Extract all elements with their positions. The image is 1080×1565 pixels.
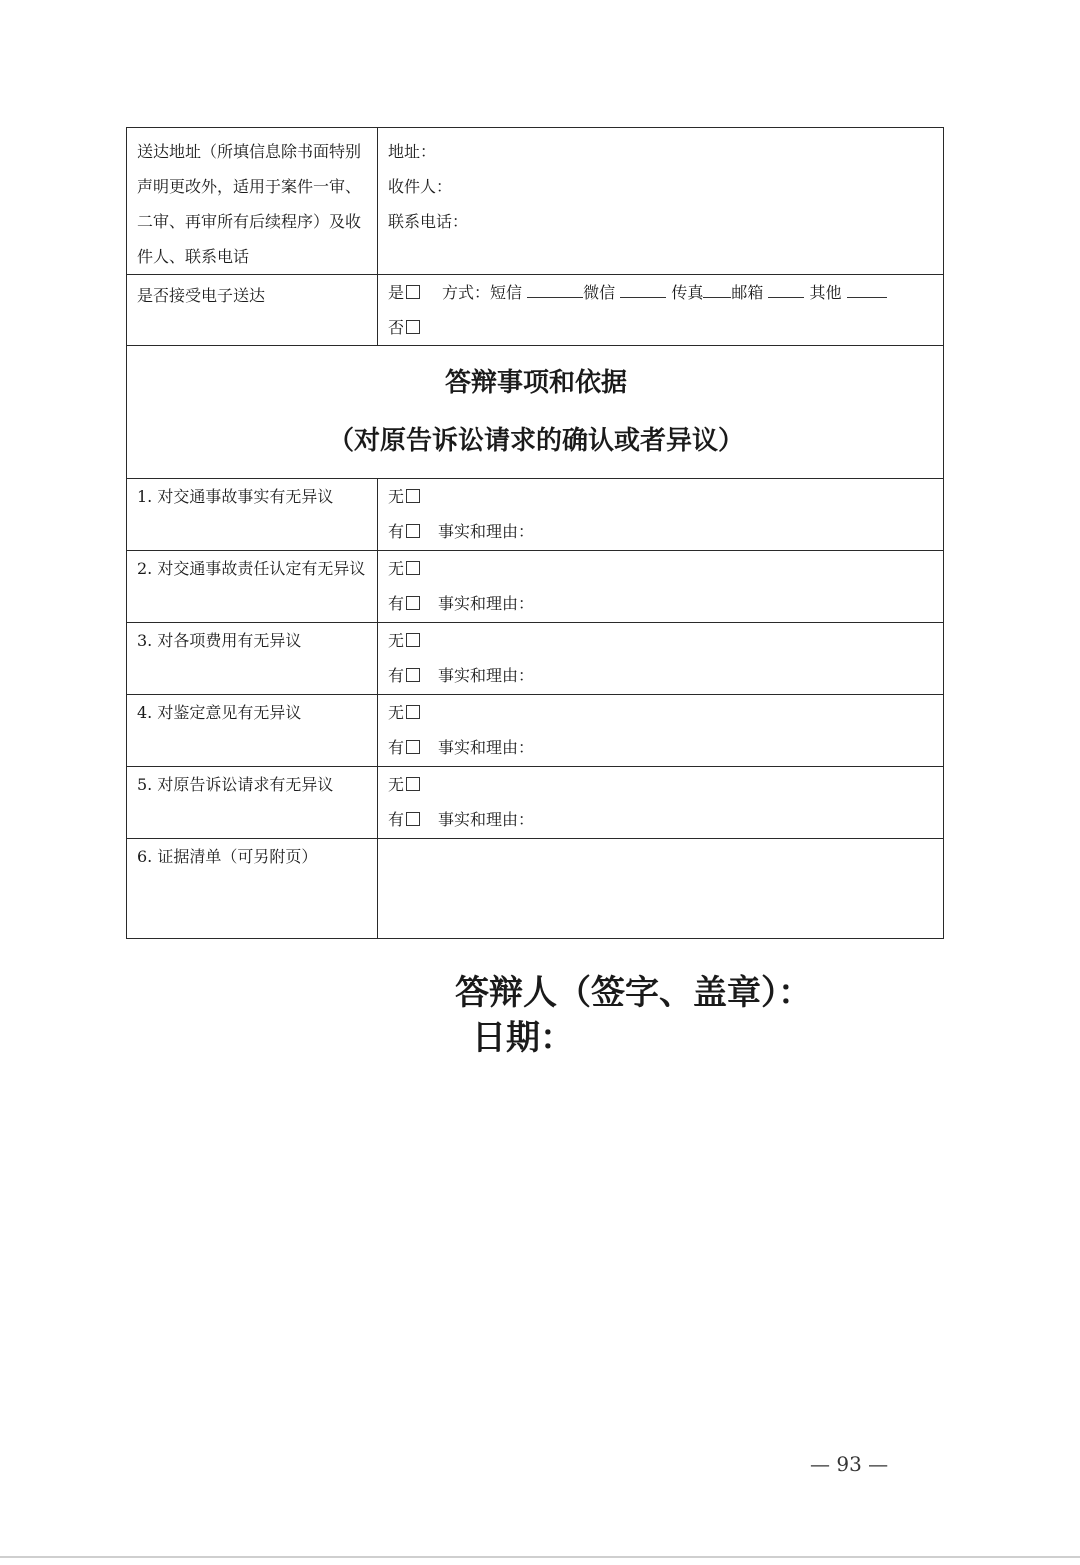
has-objection-line bbox=[388, 586, 935, 621]
defense-form-table bbox=[126, 127, 944, 939]
checkbox-icon[interactable] bbox=[406, 524, 420, 538]
item-label: 1. 对交通事故事实有无异议 bbox=[137, 487, 334, 506]
date-label: 日期： bbox=[472, 1018, 574, 1058]
checkbox-icon[interactable] bbox=[406, 740, 420, 754]
item-label: 4. 对鉴定意见有无异议 bbox=[137, 703, 302, 722]
item-field-cell bbox=[378, 767, 944, 839]
other-blank[interactable] bbox=[847, 283, 887, 298]
electronic-service-label-cell bbox=[127, 275, 378, 346]
service-address-field-cell[interactable] bbox=[378, 128, 944, 275]
section-title: 答辩事项和依据 bbox=[444, 368, 627, 398]
checkbox-icon[interactable] bbox=[406, 705, 420, 719]
fax-label: 传真 bbox=[671, 283, 704, 302]
item-label-cell bbox=[127, 695, 378, 767]
item-row-4 bbox=[127, 695, 944, 767]
no-objection-label: 无 bbox=[388, 487, 405, 506]
item-label: 2. 对交通事故责任认定有无异议 bbox=[137, 559, 366, 578]
reason-label: 事实和理由： bbox=[438, 810, 535, 829]
has-objection-line bbox=[388, 802, 935, 837]
no-objection-label: 无 bbox=[388, 559, 405, 578]
evidence-label-cell bbox=[127, 839, 378, 939]
electronic-service-yes-line bbox=[388, 275, 935, 310]
sms-blank[interactable] bbox=[527, 283, 583, 298]
no-label: 否 bbox=[388, 318, 405, 337]
electronic-service-row bbox=[127, 275, 944, 346]
item-label-cell bbox=[127, 479, 378, 551]
no-objection-line bbox=[388, 695, 935, 730]
no-objection-line bbox=[388, 767, 935, 802]
electronic-service-no-line bbox=[388, 310, 935, 345]
page-bottom-divider bbox=[0, 1556, 1080, 1558]
phone-label: 联系电话： bbox=[388, 212, 469, 231]
item-label: 3. 对各项费用有无异议 bbox=[137, 631, 302, 650]
recipient-label: 收件人： bbox=[388, 177, 453, 196]
item-field-cell bbox=[378, 623, 944, 695]
item-label: 5. 对原告诉讼请求有无异议 bbox=[137, 775, 334, 794]
email-blank[interactable] bbox=[768, 283, 804, 298]
fax-blank[interactable] bbox=[703, 283, 731, 298]
wechat-blank[interactable] bbox=[620, 283, 666, 298]
no-objection-line bbox=[388, 623, 935, 658]
item-label-cell bbox=[127, 551, 378, 623]
checkbox-icon[interactable] bbox=[406, 561, 420, 575]
electronic-service-field-cell bbox=[378, 275, 944, 346]
item-field-cell bbox=[378, 551, 944, 623]
checkbox-icon[interactable] bbox=[406, 320, 420, 334]
electronic-service-label: 是否接受电子送达 bbox=[137, 286, 266, 305]
evidence-row bbox=[127, 839, 944, 939]
no-objection-label: 无 bbox=[388, 631, 405, 650]
item-row-1 bbox=[127, 479, 944, 551]
item-label-cell bbox=[127, 623, 378, 695]
address-label: 地址： bbox=[388, 142, 437, 161]
item-row-2 bbox=[127, 551, 944, 623]
item-field-cell bbox=[378, 479, 944, 551]
no-objection-line bbox=[388, 479, 935, 514]
section-heading-cell bbox=[127, 346, 944, 479]
method-sms-label: 方式：短信 bbox=[442, 283, 523, 302]
reason-label: 事实和理由： bbox=[438, 594, 535, 613]
respondent-signature-label: 答辩人（签字、盖章）： bbox=[455, 973, 812, 1013]
has-objection-label: 有 bbox=[388, 594, 405, 613]
item-label-cell bbox=[127, 767, 378, 839]
page-number: — 93 — bbox=[810, 1452, 889, 1476]
has-objection-line bbox=[388, 658, 935, 693]
reason-label: 事实和理由： bbox=[438, 666, 535, 685]
other-label: 其他 bbox=[809, 283, 842, 302]
item-row-5 bbox=[127, 767, 944, 839]
has-objection-label: 有 bbox=[388, 738, 405, 757]
has-objection-line bbox=[388, 514, 935, 549]
section-subtitle: （对原告诉讼请求的确认或者异议） bbox=[327, 426, 744, 456]
has-objection-label: 有 bbox=[388, 666, 405, 685]
service-address-label-cell bbox=[127, 128, 378, 275]
checkbox-icon[interactable] bbox=[406, 489, 420, 503]
email-label: 邮箱 bbox=[731, 283, 764, 302]
item-field-cell bbox=[378, 695, 944, 767]
yes-label: 是 bbox=[388, 283, 405, 302]
evidence-label: 6. 证据清单（可另附页） bbox=[137, 847, 318, 866]
reason-label: 事实和理由： bbox=[438, 522, 535, 541]
reason-label: 事实和理由： bbox=[438, 738, 535, 757]
service-address-row bbox=[127, 128, 944, 275]
service-address-label: 送达地址（所填信息除书面特别声明更改外，适用于案件一审、二审、再审所有后续程序）及收件人、联系电话 bbox=[137, 142, 362, 266]
has-objection-line bbox=[388, 730, 935, 765]
checkbox-icon[interactable] bbox=[406, 812, 420, 826]
no-objection-line bbox=[388, 551, 935, 586]
no-objection-label: 无 bbox=[388, 703, 405, 722]
checkbox-icon[interactable] bbox=[406, 777, 420, 791]
checkbox-icon[interactable] bbox=[406, 633, 420, 647]
checkbox-icon[interactable] bbox=[406, 596, 420, 610]
checkbox-icon[interactable] bbox=[406, 285, 420, 299]
item-row-3 bbox=[127, 623, 944, 695]
wechat-label: 微信 bbox=[583, 283, 616, 302]
scan-mark-decoration bbox=[580, 8, 680, 18]
section-heading-row bbox=[127, 346, 944, 479]
checkbox-icon[interactable] bbox=[406, 668, 420, 682]
has-objection-label: 有 bbox=[388, 522, 405, 541]
has-objection-label: 有 bbox=[388, 810, 405, 829]
evidence-field-cell[interactable] bbox=[378, 839, 944, 939]
no-objection-label: 无 bbox=[388, 775, 405, 794]
